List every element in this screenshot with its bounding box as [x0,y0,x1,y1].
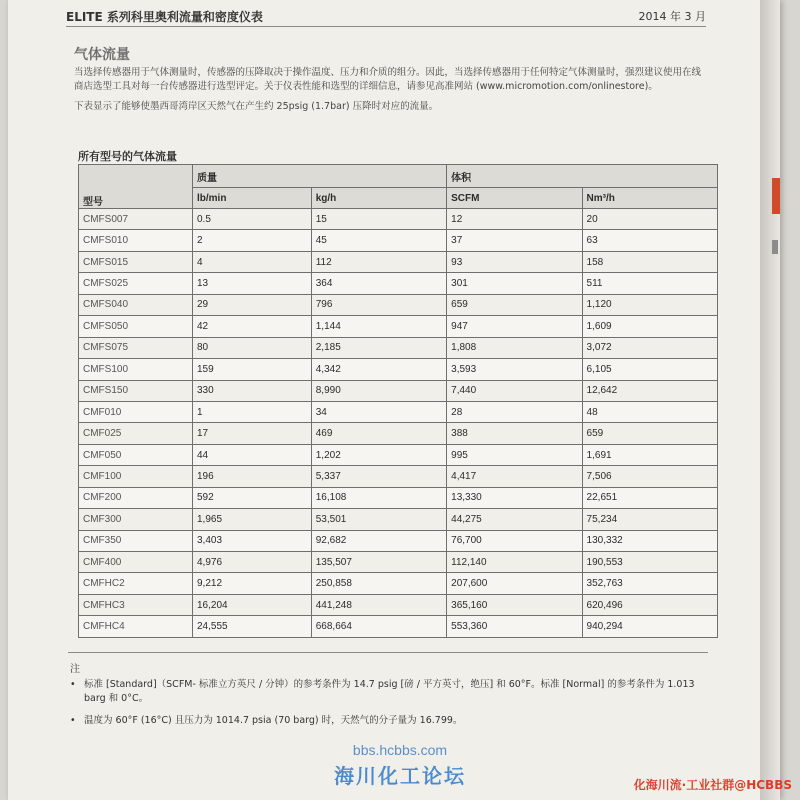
model-cell: CMF400 [79,552,193,573]
nm3h-cell: 6,105 [582,359,717,380]
kgh-cell: 668,664 [311,616,446,638]
lbmin-cell: 16,204 [193,594,312,615]
lbmin-cell: 1,965 [193,509,312,530]
kgh-cell: 441,248 [311,594,446,615]
model-cell: CMF200 [79,487,193,508]
table-row [79,423,718,444]
scfm-cell: 659 [447,294,582,315]
watermark-url: bbs.hcbbs.com [352,742,448,758]
nm3h-cell: 620,496 [582,594,717,615]
lbmin-cell: 2 [193,230,312,251]
lbmin-cell: 13 [193,273,312,294]
header-group-volume: 体积 [447,165,718,188]
scfm-cell: 1,808 [447,337,582,358]
scfm-cell: 12 [447,209,582,230]
table-row [79,444,718,465]
document-title: ELITE 系列科里奥利流量和密度仪表 [66,10,263,24]
scfm-cell: 93 [447,251,582,272]
nm3h-cell: 7,506 [582,466,717,487]
document-date: 2014 年 3 月 [638,10,706,23]
nm3h-cell: 1,609 [582,316,717,337]
scfm-cell: 3,593 [447,359,582,380]
note-text: 标准 [Standard]（SCFM- 标准立方英尺 / 分钟）的参考条件为 14.7 psig [磅 / 平方英寸，绝压] 和 60°F。标准 [Normal] 的参考条件为 1.013 barg 和 0°C。 [84,679,695,704]
footnote-divider [68,652,708,665]
lbmin-cell: 1 [193,401,312,422]
notes-label: 注 [70,664,80,675]
model-cell: CMF010 [79,401,193,422]
lbmin-cell: 44 [193,444,312,465]
lbmin-cell: 29 [193,294,312,315]
header-model: 型号 [79,165,193,209]
table-row [79,509,718,530]
nm3h-cell: 20 [582,209,717,230]
table-row [79,466,718,487]
kgh-cell: 1,144 [311,316,446,337]
note-text: 温度为 60°F (16°C) 且压力为 1014.7 psia (70 barg) 时，天然气的分子量为 16.799。 [84,715,463,726]
lbmin-cell: 159 [193,359,312,380]
nm3h-cell: 158 [582,251,717,272]
model-cell: CMF050 [79,444,193,465]
table-row [79,530,718,551]
kgh-cell: 4,342 [311,359,446,380]
nm3h-cell: 190,553 [582,552,717,573]
model-cell: CMF100 [79,466,193,487]
model-cell: CMFS015 [79,251,193,272]
table-body [79,209,718,638]
table-row [79,294,718,315]
table-row [79,401,718,422]
table-row [79,273,718,294]
bullet-icon: • [70,679,76,690]
nm3h-cell: 659 [582,423,717,444]
model-cell: CMFHC4 [79,616,193,638]
table-row [79,380,718,401]
model-cell: CMFS010 [79,230,193,251]
scfm-cell: 947 [447,316,582,337]
table-row [79,251,718,272]
table-row [79,552,718,573]
nm3h-cell: 3,072 [582,337,717,358]
nm3h-cell: 352,763 [582,573,717,594]
gray-index-tab [772,240,778,254]
kgh-cell: 364 [311,273,446,294]
lbmin-cell: 4,976 [193,552,312,573]
scfm-cell: 365,160 [447,594,582,615]
model-cell: CMFHC3 [79,594,193,615]
page-edge [760,0,780,800]
lbmin-cell: 17 [193,423,312,444]
kgh-cell: 92,682 [311,530,446,551]
scfm-cell: 995 [447,444,582,465]
table-caption: 所有型号的气体流量 [78,150,177,163]
scfm-cell: 13,330 [447,487,582,508]
table-row [79,230,718,251]
note-item [70,714,710,728]
header-nm3h: Nm³/h [582,188,717,209]
model-cell: CMFS025 [79,273,193,294]
nm3h-cell: 940,294 [582,616,717,638]
document-page [8,0,780,800]
lbmin-cell: 196 [193,466,312,487]
note-item [70,678,710,706]
kgh-cell: 5,337 [311,466,446,487]
watermark-forum: 海川化工论坛 [334,764,466,788]
nm3h-cell: 75,234 [582,509,717,530]
lbmin-cell: 592 [193,487,312,508]
nm3h-cell: 63 [582,230,717,251]
scfm-cell: 553,360 [447,616,582,638]
header-lbmin: lb/min [193,188,312,209]
kgh-cell: 135,507 [311,552,446,573]
kgh-cell: 16,108 [311,487,446,508]
model-cell: CMFS100 [79,359,193,380]
intro-text [74,66,704,120]
nm3h-cell: 12,642 [582,380,717,401]
scfm-cell: 388 [447,423,582,444]
kgh-cell: 112 [311,251,446,272]
scfm-cell: 7,440 [447,380,582,401]
table-row [79,573,718,594]
kgh-cell: 2,185 [311,337,446,358]
intro-paragraph-1: 当选择传感器用于气体测量时，传感器的压降取决于操作温度、压力和介质的组分。因此，当选择传感器用于任何特定气体测量时，强烈建议使用在线商店选型工具对每一台传感器进行选型评定。关于仪表性能和选型的详细信息，请参见高准网站 (www.micromotion.com/onlinestore)。 [74,67,702,92]
nm3h-cell: 48 [582,401,717,422]
header-scfm: SCFM [447,188,582,209]
model-cell: CMF350 [79,530,193,551]
scfm-cell: 301 [447,273,582,294]
scfm-cell: 112,140 [447,552,582,573]
kgh-cell: 8,990 [311,380,446,401]
kgh-cell: 34 [311,401,446,422]
kgh-cell: 796 [311,294,446,315]
intro-paragraph-2: 下表显示了能够使墨西哥湾岸区天然气在产生约 25psig (1.7bar) 压降时对应的流量。 [74,101,439,112]
scfm-cell: 4,417 [447,466,582,487]
model-cell: CMFS007 [79,209,193,230]
red-index-tab [772,178,780,214]
table-row [79,616,718,638]
model-cell: CMF025 [79,423,193,444]
model-cell: CMFS040 [79,294,193,315]
kgh-cell: 53,501 [311,509,446,530]
section-title: 气体流量 [74,47,130,63]
scfm-cell: 44,275 [447,509,582,530]
scfm-cell: 28 [447,401,582,422]
scfm-cell: 207,600 [447,573,582,594]
model-cell: CMF300 [79,509,193,530]
notes-list [70,678,710,736]
lbmin-cell: 9,212 [193,573,312,594]
gas-flow-table [78,164,718,638]
nm3h-cell: 511 [582,273,717,294]
model-cell: CMFS150 [79,380,193,401]
lbmin-cell: 3,403 [193,530,312,551]
lbmin-cell: 80 [193,337,312,358]
document-header [66,6,706,27]
kgh-cell: 250,858 [311,573,446,594]
header-group-mass: 质量 [193,165,447,188]
watermark-corner: 化海川流·工业社群@HCBBS [633,778,792,792]
lbmin-cell: 0.5 [193,209,312,230]
table-row [79,209,718,230]
nm3h-cell: 130,332 [582,530,717,551]
model-cell: CMFHC2 [79,573,193,594]
nm3h-cell: 22,651 [582,487,717,508]
table-row [79,487,718,508]
model-cell: CMFS050 [79,316,193,337]
kgh-cell: 15 [311,209,446,230]
lbmin-cell: 42 [193,316,312,337]
lbmin-cell: 330 [193,380,312,401]
header-kgh: kg/h [311,188,446,209]
kgh-cell: 469 [311,423,446,444]
lbmin-cell: 4 [193,251,312,272]
model-cell: CMFS075 [79,337,193,358]
kgh-cell: 45 [311,230,446,251]
table-row [79,316,718,337]
table-row [79,359,718,380]
bullet-icon: • [70,715,76,726]
nm3h-cell: 1,691 [582,444,717,465]
scfm-cell: 76,700 [447,530,582,551]
table-row [79,337,718,358]
scfm-cell: 37 [447,230,582,251]
nm3h-cell: 1,120 [582,294,717,315]
table-row [79,594,718,615]
lbmin-cell: 24,555 [193,616,312,638]
kgh-cell: 1,202 [311,444,446,465]
